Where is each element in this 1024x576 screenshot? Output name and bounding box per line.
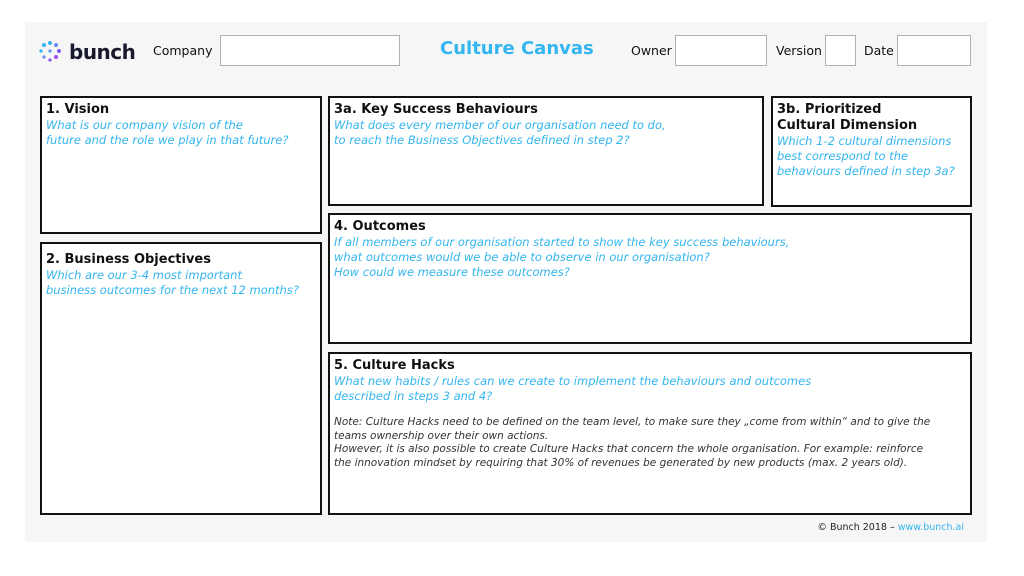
business-objectives-question: Which are our 3-4 most important business outcomes for the next 12 months? [46,268,299,297]
version-input[interactable] [825,35,856,66]
culture-hacks-box[interactable] [328,352,972,515]
company-label: Company [153,43,213,58]
vision-question: What is our company vision of the future and the role we play in that future? [46,118,289,147]
outcomes-box[interactable] [328,213,972,344]
version-label: Version [776,43,822,58]
footer [817,522,964,533]
brand-name: bunch [69,40,136,64]
culture-hacks-question: What new habits / rules can we create to implement the behaviours and outcomes described in steps 3 and 4? [334,374,812,403]
page-title: Culture Canvas [440,38,594,59]
bunch-logo-icon [37,40,63,64]
copyright-text: © Bunch 2018 – [817,522,898,533]
culture-hacks-title: 5. Culture Hacks [334,358,455,373]
prioritized-cultural-dimension-question: Which 1-2 cultural dimensions best correspond to the behaviours defined in step 3a? [777,134,955,178]
owner-label: Owner [631,43,672,58]
vision-title: 1. Vision [46,102,110,117]
prioritized-cultural-dimension-box[interactable] [771,96,972,207]
date-input[interactable] [897,35,971,66]
business-objectives-box[interactable] [40,242,322,515]
key-success-behaviours-box[interactable] [328,96,764,206]
key-success-behaviours-title: 3a. Key Success Behaviours [334,102,538,117]
vision-box[interactable] [40,96,322,234]
company-input[interactable] [220,35,400,66]
key-success-behaviours-question: What does every member of our organisation need to do, to reach the Business Objectives defined in step 2? [334,118,666,147]
culture-hacks-note: Note: Culture Hacks need to be defined on the team level, to make sure they „come from within“ and to give the teams ownership over their own actions. However, it is also possible to create Culture Hacks that concern the whole organisation. For example: reinforce the innovation mindset by requiring that 30% of revenues be generated by new products (max. 2 years old). [334,416,931,469]
date-label: Date [864,43,894,58]
outcomes-title: 4. Outcomes [334,219,426,234]
prioritized-cultural-dimension-title: 3b. Prioritized Cultural Dimension [777,102,918,133]
owner-input[interactable] [675,35,767,66]
bunch-logo [37,38,135,66]
business-objectives-title: 2. Business Objectives [46,252,211,267]
website-link[interactable]: www.bunch.ai [897,522,964,533]
outcomes-question: If all members of our organisation started to show the key success behaviours, what outcomes would we be able to observe in our organisation? How could we measure these outcomes? [334,235,790,279]
